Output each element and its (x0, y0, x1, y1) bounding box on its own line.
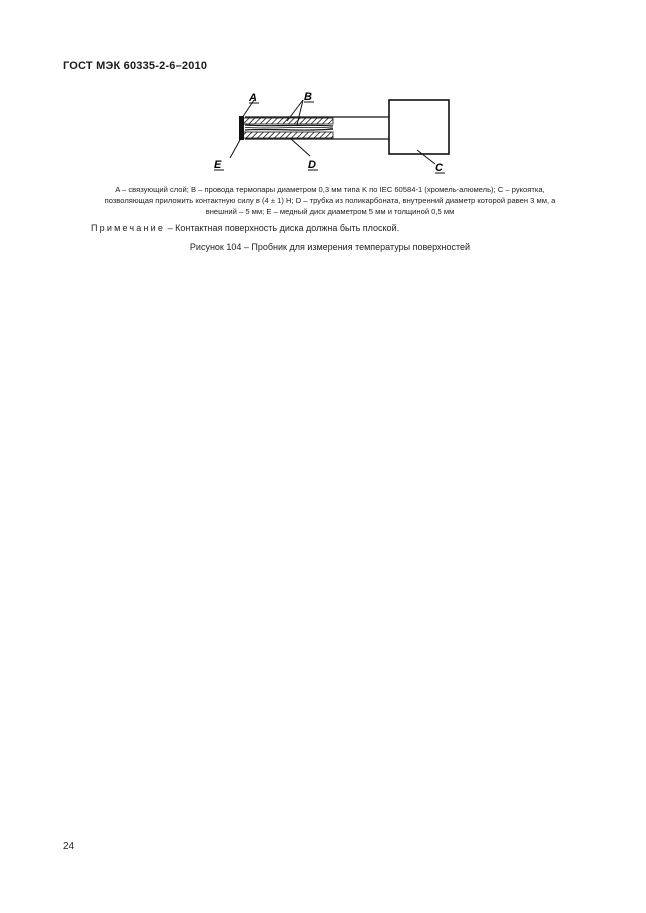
wire-1 (245, 125, 333, 126)
leader-e (230, 140, 240, 158)
leader-d (290, 138, 310, 156)
figure-legend (63, 184, 597, 217)
probe-figure (205, 88, 465, 174)
document-header: ГОСТ МЭК 60335-2-6–2010 (63, 60, 208, 72)
handle-shape (389, 100, 449, 154)
legend-line: A – связующий слой; B – провода термопары диаметром 0,3 мм типа K по IEC 60584-1 (хромель-алюмель); C – рукоятка, (115, 185, 545, 194)
note (91, 223, 399, 233)
label-b: B (304, 91, 312, 103)
wire-3 (245, 127, 333, 128)
page-number: 24 (63, 841, 75, 852)
legend-line: внешний – 5 мм; E – медный диск диаметром 5 мм и толщиной 0,5 мм (205, 207, 455, 216)
tube-wall-bottom (243, 132, 333, 138)
label-d: D (308, 159, 316, 171)
label-a: A (249, 92, 257, 104)
wire-2 (245, 129, 333, 130)
note-label: Примечание (91, 223, 166, 233)
probe-diagram (205, 88, 465, 174)
note-text: – Контактная поверхность диска должна быть плоской. (165, 223, 400, 233)
label-c: C (435, 162, 443, 174)
label-e: E (214, 159, 222, 171)
figure-caption: Рисунок 104 – Пробник для измерения температуры поверхностей (189, 242, 471, 252)
legend-line: позволяющая приложить контактную силу в (4 ± 1) Н; D – трубка из поликарбоната, внутренний диаметр которой равен 3 мм, а (104, 196, 556, 205)
copper-disc (239, 116, 244, 140)
